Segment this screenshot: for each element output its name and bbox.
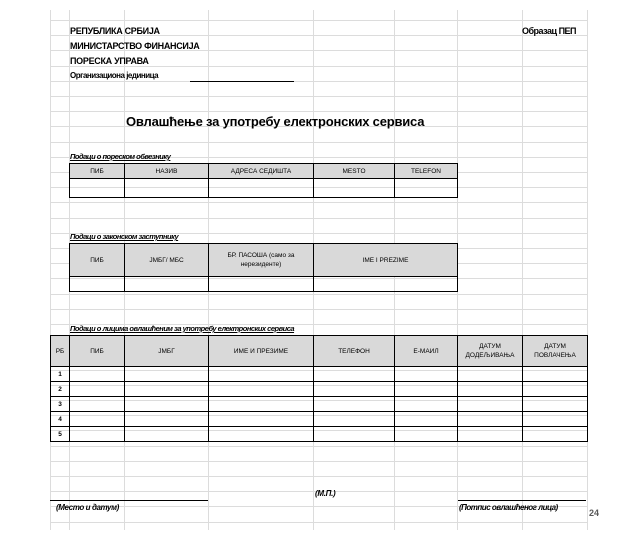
input-cell[interactable] bbox=[395, 412, 458, 427]
table-row bbox=[51, 367, 588, 382]
input-cell[interactable] bbox=[209, 367, 314, 382]
input-cell[interactable] bbox=[125, 277, 209, 292]
signature-label: (Потпис овлашћеног лица) bbox=[459, 503, 558, 512]
input-cell[interactable] bbox=[314, 412, 395, 427]
page-title: Овлашћење за употребу електронских сервиса bbox=[126, 114, 425, 129]
org-unit-label: Организациона јединица bbox=[70, 71, 159, 80]
input-cell[interactable] bbox=[209, 412, 314, 427]
input-cell[interactable] bbox=[314, 397, 395, 412]
col-pib: ПИБ bbox=[70, 244, 125, 277]
col-date-revoked: ДАТУМ ПОВЛАЧЕЊА bbox=[523, 336, 588, 367]
row-number: 4 bbox=[51, 412, 70, 427]
col-phone: TELEFON bbox=[395, 164, 458, 179]
input-cell[interactable] bbox=[70, 412, 125, 427]
ministry-label: МИНИСТАРСТВО ФИНАНСИЈА bbox=[70, 41, 200, 51]
country-label: РЕПУБЛИКА СРБИЈА bbox=[70, 26, 160, 36]
table-row bbox=[51, 397, 588, 412]
input-cell[interactable] bbox=[314, 179, 395, 198]
col-name: НАЗИВ bbox=[125, 164, 209, 179]
table-row bbox=[51, 427, 588, 442]
input-cell[interactable] bbox=[209, 427, 314, 442]
input-cell[interactable] bbox=[70, 427, 125, 442]
signature-line[interactable] bbox=[458, 500, 586, 501]
col-place: MESTO bbox=[314, 164, 395, 179]
stamp-label: (М.П.) bbox=[315, 489, 336, 498]
row-number: 3 bbox=[51, 397, 70, 412]
input-cell[interactable] bbox=[209, 382, 314, 397]
col-passport: БР. ПАСОША (само за нерезиденте) bbox=[209, 244, 314, 277]
col-date-assigned: ДАТУМ ДОДЕЉИВАЊА bbox=[458, 336, 523, 367]
input-cell[interactable] bbox=[523, 367, 588, 382]
place-date-line[interactable] bbox=[50, 500, 208, 501]
input-cell[interactable] bbox=[395, 427, 458, 442]
table-row bbox=[51, 412, 588, 427]
input-cell[interactable] bbox=[209, 179, 314, 198]
col-row-number: РБ bbox=[51, 336, 70, 367]
representative-table bbox=[69, 243, 458, 292]
input-cell[interactable] bbox=[70, 382, 125, 397]
input-cell[interactable] bbox=[458, 412, 523, 427]
input-cell[interactable] bbox=[125, 397, 209, 412]
input-cell[interactable] bbox=[314, 427, 395, 442]
place-date-label: (Место и датум) bbox=[56, 503, 119, 512]
input-cell[interactable] bbox=[70, 277, 125, 292]
agency-label: ПОРЕСКА УПРАВА bbox=[70, 56, 149, 66]
row-number: 2 bbox=[51, 382, 70, 397]
input-cell[interactable] bbox=[125, 382, 209, 397]
input-cell[interactable] bbox=[125, 427, 209, 442]
input-cell[interactable] bbox=[314, 367, 395, 382]
col-jmbg: ЈМБГ bbox=[125, 336, 209, 367]
input-cell[interactable] bbox=[70, 397, 125, 412]
org-unit-field-line[interactable] bbox=[190, 81, 294, 82]
row-number: 1 bbox=[51, 367, 70, 382]
col-pib: ПИБ bbox=[70, 336, 125, 367]
input-cell[interactable] bbox=[395, 179, 458, 198]
col-full-name: IME I PREZIME bbox=[314, 244, 458, 277]
input-cell[interactable] bbox=[209, 277, 314, 292]
col-jmbg-mbs: ЈМБГ/ МБС bbox=[125, 244, 209, 277]
table-row bbox=[51, 382, 588, 397]
input-cell[interactable] bbox=[458, 367, 523, 382]
col-pib: ПИБ bbox=[70, 164, 125, 179]
col-address: АДРЕСА СЕДИШТА bbox=[209, 164, 314, 179]
col-email: Е-МАИЛ bbox=[395, 336, 458, 367]
col-phone: ТЕЛЕФОН bbox=[314, 336, 395, 367]
input-cell[interactable] bbox=[314, 277, 458, 292]
input-cell[interactable] bbox=[70, 367, 125, 382]
input-cell[interactable] bbox=[125, 412, 209, 427]
input-cell[interactable] bbox=[458, 397, 523, 412]
input-cell[interactable] bbox=[395, 382, 458, 397]
section-representative-heading: Подаци о законском заступнику bbox=[70, 232, 179, 241]
input-cell[interactable] bbox=[523, 412, 588, 427]
input-cell[interactable] bbox=[70, 179, 125, 198]
section-authorized-heading: Подаци о лицима овлашћеним за употребу електронских сервиса bbox=[70, 324, 295, 333]
form-code: Образац ПЕП bbox=[522, 26, 577, 36]
input-cell[interactable] bbox=[209, 397, 314, 412]
col-full-name: ИМЕ И ПРЕЗИМЕ bbox=[209, 336, 314, 367]
row-number: 5 bbox=[51, 427, 70, 442]
input-cell[interactable] bbox=[395, 367, 458, 382]
taxpayer-table bbox=[69, 163, 458, 198]
input-cell[interactable] bbox=[523, 397, 588, 412]
authorized-persons-table bbox=[50, 335, 588, 442]
input-cell[interactable] bbox=[523, 382, 588, 397]
input-cell[interactable] bbox=[314, 382, 395, 397]
input-cell[interactable] bbox=[125, 179, 209, 198]
input-cell[interactable] bbox=[125, 367, 209, 382]
input-cell[interactable] bbox=[458, 427, 523, 442]
input-cell[interactable] bbox=[395, 397, 458, 412]
page-number: 24 bbox=[589, 508, 600, 518]
input-cell[interactable] bbox=[458, 382, 523, 397]
section-taxpayer-heading: Подаци о пореском обвезнику bbox=[70, 152, 171, 161]
input-cell[interactable] bbox=[523, 427, 588, 442]
